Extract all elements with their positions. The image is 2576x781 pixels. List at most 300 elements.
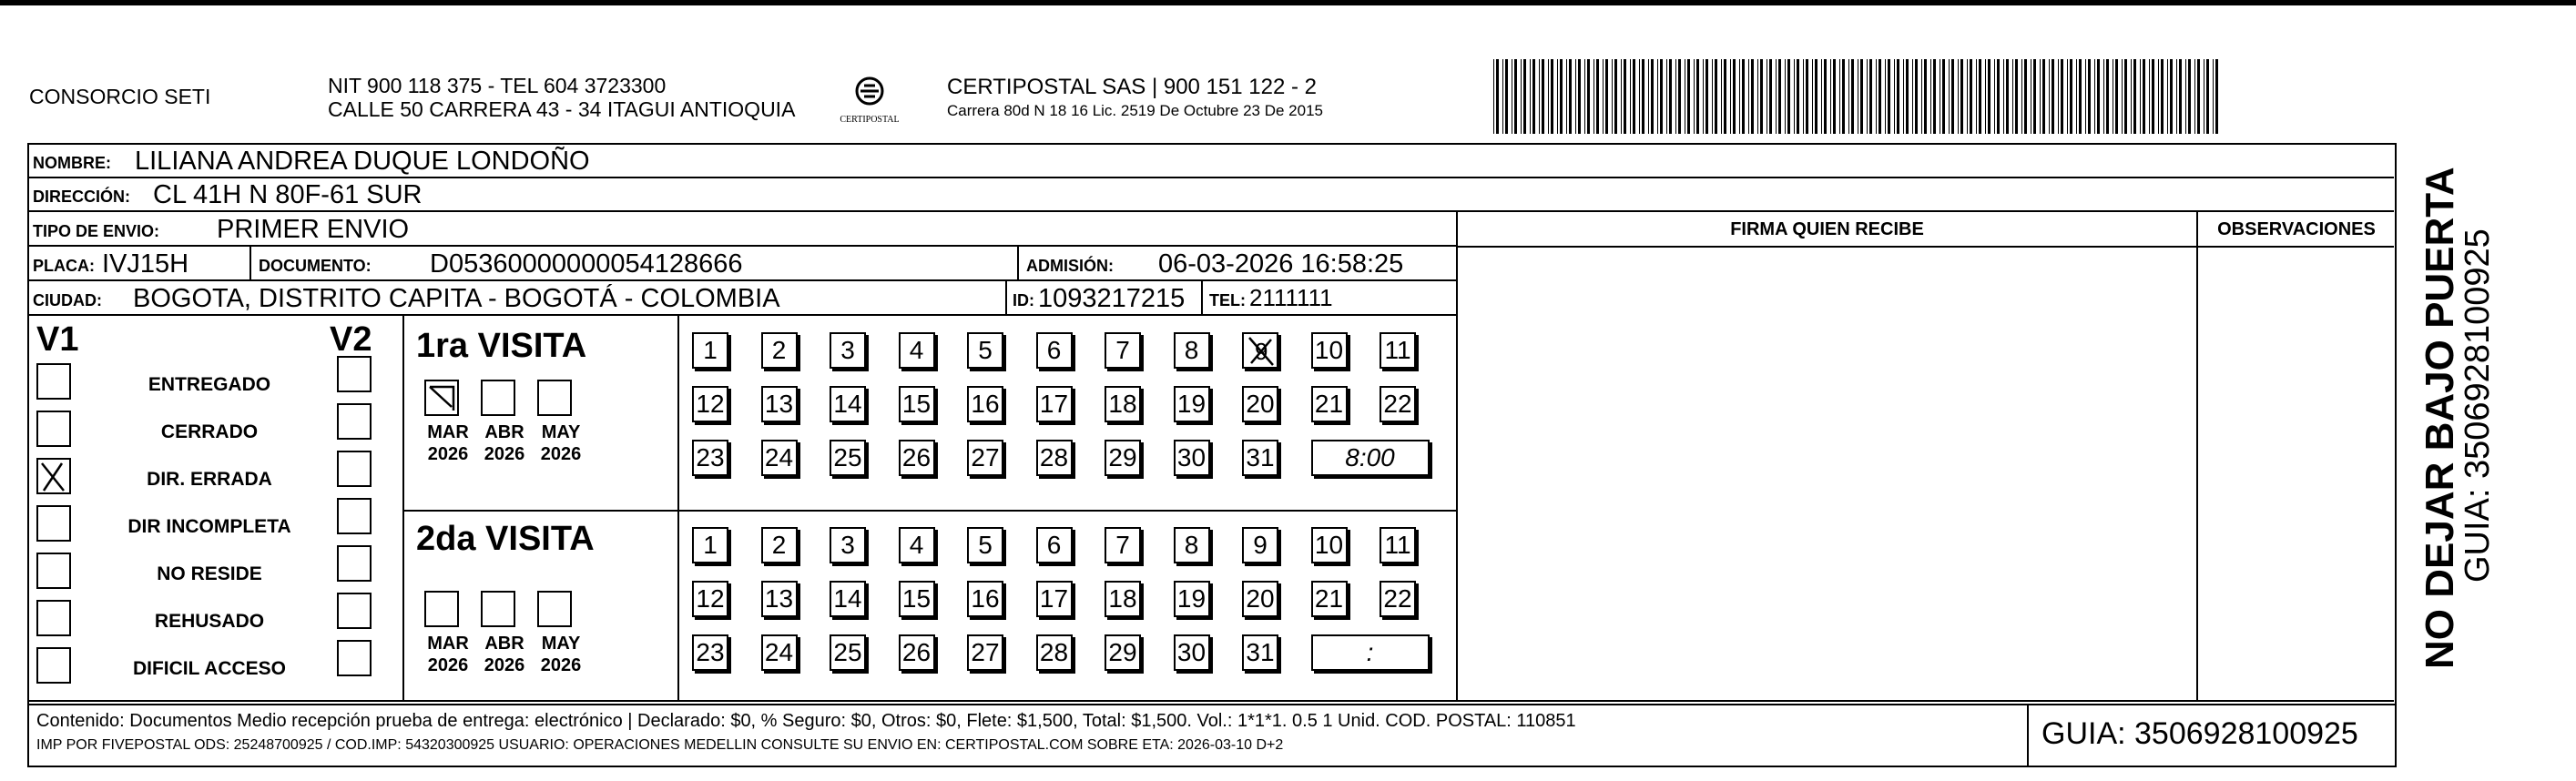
footer-box	[27, 705, 2397, 767]
barcode-bar	[1933, 59, 1936, 134]
barcode-bar	[1979, 59, 1981, 134]
status-label: DIR. ERRADA	[147, 469, 272, 490]
day-box-marked	[1242, 332, 1278, 369]
barcode-bar	[2167, 59, 2168, 134]
month-checkbox[interactable]	[424, 380, 459, 416]
barcode-bar	[1624, 59, 1626, 134]
barcode-bar	[2012, 59, 2013, 134]
day-box: 1	[692, 332, 728, 369]
v2-checkbox[interactable]	[337, 593, 372, 629]
barcode-bar	[1696, 59, 1699, 134]
barcode-bar	[1888, 59, 1890, 134]
barcode-bar	[1997, 59, 2000, 134]
barcode-bar	[2213, 59, 2214, 134]
barcode-bar	[1648, 59, 1649, 134]
barcode-bar	[1678, 59, 1681, 134]
barcode-bar	[2076, 59, 2077, 134]
barcode-bar	[1587, 59, 1590, 134]
barcode-bar	[1949, 59, 1950, 134]
month-year: 2026	[427, 655, 469, 675]
day-box: 1	[692, 527, 728, 563]
day-box: 12	[692, 581, 728, 617]
tipo-value: PRIMER ENVIO	[217, 215, 410, 244]
month-checkbox[interactable]	[481, 380, 515, 416]
barcode-bar	[2206, 59, 2209, 134]
day-box: 24	[761, 440, 798, 476]
day-box: 6	[1036, 332, 1073, 369]
v2-checkbox[interactable]	[337, 403, 372, 440]
id-label: ID:	[1013, 291, 1034, 309]
barcode-bar	[2131, 59, 2132, 134]
day-box: 11	[1380, 332, 1416, 369]
barcode-bar	[2158, 59, 2159, 134]
barcode-bar	[1639, 59, 1640, 134]
barcode-bar	[1912, 59, 1913, 134]
barcode-bar	[1651, 59, 1654, 134]
day-box: 21	[1311, 386, 1348, 422]
day-box: 18	[1105, 581, 1141, 617]
admision-label: ADMISIÓN:	[1026, 257, 1114, 275]
barcode-bar	[2215, 59, 2218, 134]
status-label: DIR INCOMPLETA	[127, 516, 291, 537]
barcode-bar	[2067, 59, 2068, 134]
barcode-bar	[1776, 59, 1777, 134]
barcode-bar	[2040, 59, 2041, 134]
barcode-bar	[1502, 59, 1503, 134]
barcode-bar	[1958, 59, 1959, 134]
side-no-dejar: NO DEJAR BAJO PUERTA	[2418, 167, 2462, 669]
v1-checkbox[interactable]	[36, 411, 71, 447]
day-box: 18	[1105, 386, 1141, 422]
day-box: 14	[830, 386, 866, 422]
barcode-bar	[1785, 59, 1786, 134]
barcode-bar	[2140, 59, 2141, 134]
barcode-bar	[1493, 59, 1494, 134]
v2-checkbox[interactable]	[337, 451, 372, 487]
admision-value: 06-03-2026 16:58:25	[1158, 249, 1404, 279]
barcode-bar	[2103, 59, 2104, 134]
day-box: 7	[1105, 527, 1141, 563]
barcode-bar	[1970, 59, 1972, 134]
day-box: 4	[899, 332, 935, 369]
ciudad-label: CIUDAD:	[33, 291, 102, 309]
day-box: 3	[830, 527, 866, 563]
day-box: 8	[1174, 527, 1210, 563]
barcode-bar	[2115, 59, 2118, 134]
visit-divider-middle	[402, 510, 1456, 512]
barcode-bar	[1614, 59, 1617, 134]
day-box: 22	[1380, 386, 1416, 422]
barcode-bar	[1924, 59, 1927, 134]
day-box: 27	[967, 634, 1003, 671]
barcode-bar	[1505, 59, 1508, 134]
barcode-bar	[1724, 59, 1726, 134]
barcode-bar	[1915, 59, 1918, 134]
day-box: 28	[1036, 440, 1073, 476]
barcode-bar	[2122, 59, 2123, 134]
barcode-bar	[1876, 59, 1877, 134]
barcode-bar	[1578, 59, 1581, 134]
barcode-bar	[2070, 59, 2072, 134]
barcode-bar	[2088, 59, 2091, 134]
barcode-bar	[1812, 59, 1813, 134]
certipostal-line: CERTIPOSTAL SAS | 900 151 122 - 2	[947, 75, 1317, 99]
month-checkbox[interactable]	[537, 591, 572, 627]
barcode-bar	[1605, 59, 1608, 134]
barcode-bar	[1514, 59, 1517, 134]
day-box: 23	[692, 634, 728, 671]
month-label: MAR	[427, 422, 469, 442]
barcode	[1493, 59, 2222, 134]
barcode-bar	[1715, 59, 1717, 134]
documento-value: D05360000000054128666	[430, 249, 743, 279]
top-border	[0, 0, 2576, 5]
month-label: ABR	[484, 634, 524, 654]
barcode-bar	[1760, 59, 1763, 134]
barcode-bar	[1642, 59, 1644, 134]
barcode-bar	[1976, 59, 1977, 134]
month-label: MAY	[541, 634, 581, 654]
day-box: 16	[967, 581, 1003, 617]
day-box: 25	[830, 440, 866, 476]
v2-label: V2	[330, 320, 372, 359]
barcode-bar	[2197, 59, 2200, 134]
barcode-bar	[1930, 59, 1931, 134]
barcode-bar	[2079, 59, 2082, 134]
barcode-bar	[1560, 59, 1563, 134]
barcode-bar	[1657, 59, 1658, 134]
certipostal-logo	[833, 71, 906, 129]
v2-checkbox[interactable]	[337, 498, 372, 534]
barcode-bar	[1787, 59, 1790, 134]
barcode-bar	[1557, 59, 1558, 134]
barcode-bar	[1569, 59, 1572, 134]
placa-row	[29, 247, 1456, 281]
v1-checkbox[interactable]	[36, 505, 71, 542]
divider-firma	[1456, 212, 1458, 700]
barcode-bar	[2094, 59, 2095, 134]
ciudad-row	[29, 281, 1456, 316]
barcode-bar	[1721, 59, 1722, 134]
barcode-bar	[1542, 59, 1544, 134]
tipo-label: TIPO DE ENVIO:	[33, 222, 160, 240]
barcode-bar	[1806, 59, 1808, 134]
barcode-bar	[1496, 59, 1499, 134]
day-box: 20	[1242, 386, 1278, 422]
barcode-bar	[1894, 59, 1895, 134]
day-box: 29	[1105, 634, 1141, 671]
barcode-bar	[1794, 59, 1795, 134]
tel-label: TEL:	[1209, 291, 1246, 309]
barcode-bar	[1551, 59, 1553, 134]
barcode-bar	[1584, 59, 1585, 134]
day-box: 30	[1174, 634, 1210, 671]
barcode-bar	[2021, 59, 2022, 134]
v1-checkbox[interactable]	[36, 458, 71, 494]
barcode-bar	[1988, 59, 1991, 134]
day-box: 24	[761, 634, 798, 671]
barcode-bar	[1666, 59, 1667, 134]
day-box: 4	[899, 527, 935, 563]
day-box: 8	[1174, 332, 1210, 369]
day-box: 17	[1036, 581, 1073, 617]
day-box: 11	[1380, 527, 1416, 563]
barcode-bar	[2042, 59, 2045, 134]
footer-imp: IMP POR FIVEPOSTAL ODS: 25248700925 / COD.IMP: 54320300925 USUARIO: OPERACIONES MEDELLIN CONSULTE SU ENVIO EN: CERTIPOSTAL.COM SOBRE ETA: 2026-03-10 D+2	[36, 737, 1284, 753]
tipo-row	[29, 212, 1456, 247]
barcode-bar	[1593, 59, 1594, 134]
visit-divider-days	[677, 316, 679, 700]
day-box: 26	[899, 440, 935, 476]
barcode-bar	[1660, 59, 1663, 134]
v1-checkbox[interactable]	[36, 363, 71, 400]
month-label: MAY	[541, 422, 581, 442]
month-year: 2026	[427, 444, 469, 464]
day-box: 5	[967, 527, 1003, 563]
nombre-row	[29, 145, 2394, 178]
firma-label: FIRMA QUIEN RECIBE	[1730, 219, 1924, 239]
time-box: :	[1311, 634, 1430, 671]
v1-checkbox[interactable]	[36, 600, 71, 636]
barcode-bar	[1851, 59, 1854, 134]
company-name: CONSORCIO SETI	[29, 85, 211, 108]
barcode-bar	[1633, 59, 1635, 134]
barcode-bar	[2061, 59, 2063, 134]
barcode-bar	[1960, 59, 1963, 134]
barcode-bar	[1842, 59, 1845, 134]
v1-checkbox[interactable]	[36, 647, 71, 684]
day-box: 3	[830, 332, 866, 369]
month-checkbox[interactable]	[537, 380, 572, 416]
barcode-bar	[2143, 59, 2145, 134]
barcode-bar	[2049, 59, 2050, 134]
barcode-bar	[1778, 59, 1781, 134]
day-box: 28	[1036, 634, 1073, 671]
barcode-bar	[1885, 59, 1886, 134]
barcode-bar	[1733, 59, 1736, 134]
barcode-bar	[1921, 59, 1922, 134]
barcode-bar	[1539, 59, 1540, 134]
direccion-value: CL 41H N 80F-61 SUR	[153, 180, 423, 209]
barcode-bar	[2097, 59, 2100, 134]
barcode-bar	[1675, 59, 1676, 134]
logo-text: CERTIPOSTAL	[840, 115, 900, 125]
barcode-bar	[1833, 59, 1836, 134]
barcode-bar	[1694, 59, 1695, 134]
month-checkbox[interactable]	[424, 591, 459, 627]
license-line: Carrera 80d N 18 16 Lic. 2519 De Octubre 23 De 2015	[947, 102, 1323, 119]
barcode-bar	[1839, 59, 1840, 134]
nit-line: NIT 900 118 375 - TEL 604 3723300	[328, 74, 667, 97]
barcode-bar	[2124, 59, 2127, 134]
barcode-bar	[1797, 59, 1799, 134]
barcode-bar	[1705, 59, 1708, 134]
day-box: 6	[1036, 527, 1073, 563]
barcode-bar	[1803, 59, 1804, 134]
barcode-bar	[2006, 59, 2009, 134]
barcode-bar	[2176, 59, 2177, 134]
v2-checkbox[interactable]	[337, 545, 372, 582]
barcode-bar	[1530, 59, 1531, 134]
id-value: 1093217215	[1038, 284, 1186, 313]
month-label: ABR	[484, 422, 524, 442]
barcode-bar	[2058, 59, 2059, 134]
nombre-label: NOMBRE:	[33, 154, 111, 172]
barcode-bar	[2106, 59, 2109, 134]
day-box: 31	[1242, 440, 1278, 476]
barcode-bar	[1742, 59, 1745, 134]
day-box: 12	[692, 386, 728, 422]
barcode-bar	[1815, 59, 1817, 134]
firma-header-line	[1456, 246, 2394, 248]
form-table	[27, 143, 2397, 705]
barcode-bar	[2133, 59, 2136, 134]
barcode-bar	[1824, 59, 1827, 134]
barcode-bar	[1967, 59, 1968, 134]
second-visit-label: 2da VISITA	[416, 520, 595, 558]
barcode-bar	[1942, 59, 1945, 134]
month-year: 2026	[484, 655, 525, 675]
direccion-label: DIRECCIÓN:	[33, 188, 130, 206]
day-box: 19	[1174, 386, 1210, 422]
day-box: 25	[830, 634, 866, 671]
v1-checkbox[interactable]	[36, 553, 71, 589]
divider-obs	[2196, 212, 2198, 700]
barcode-bar	[1897, 59, 1899, 134]
barcode-bar	[2161, 59, 2164, 134]
ciudad-value: BOGOTA, DISTRITO CAPITA - BOGOTÁ - COLOMBIA	[133, 284, 780, 313]
day-box: 15	[899, 386, 935, 422]
status-label: ENTREGADO	[148, 374, 271, 395]
month-checkbox[interactable]	[481, 591, 515, 627]
barcode-bar	[1596, 59, 1599, 134]
day-box: 31	[1242, 634, 1278, 671]
day-box: 27	[967, 440, 1003, 476]
barcode-bar	[2003, 59, 2004, 134]
barcode-bar	[1830, 59, 1831, 134]
day-box: 2	[761, 527, 798, 563]
barcode-bar	[1951, 59, 1954, 134]
footer-guia: GUIA: 3506928100925	[2041, 716, 2358, 751]
tel-value: 2111111	[1249, 284, 1333, 311]
day-box: 15	[899, 581, 935, 617]
day-box: 26	[899, 634, 935, 671]
observaciones-label: OBSERVACIONES	[2217, 219, 2376, 239]
placa-value: IVJ15H	[102, 249, 189, 279]
barcode-bar	[2179, 59, 2182, 134]
side-guia: GUIA: 3506928100925	[2459, 228, 2497, 583]
barcode-bar	[2149, 59, 2150, 134]
barcode-bar	[1687, 59, 1690, 134]
first-visit-label: 1ra VISITA	[416, 327, 587, 365]
day-box: 29	[1105, 440, 1141, 476]
barcode-bar	[1703, 59, 1704, 134]
barcode-bar	[1985, 59, 1986, 134]
status-label: NO RESIDE	[157, 563, 262, 584]
barcode-bar	[1712, 59, 1713, 134]
day-box: 9	[1242, 527, 1278, 563]
barcode-bar	[1521, 59, 1522, 134]
barcode-bar	[1748, 59, 1749, 134]
barcode-bar	[1860, 59, 1863, 134]
day-box: 19	[1174, 581, 1210, 617]
barcode-bar	[1532, 59, 1535, 134]
status-label: DIFICIL ACCESO	[132, 658, 286, 679]
barcode-bar	[2185, 59, 2186, 134]
day-box: 22	[1380, 581, 1416, 617]
month-year: 2026	[540, 444, 582, 464]
status-label: CERRADO	[160, 421, 259, 442]
barcode-bar	[1994, 59, 1995, 134]
barcode-bar	[1730, 59, 1731, 134]
barcode-bar	[1879, 59, 1881, 134]
barcode-bar	[1906, 59, 1909, 134]
month-label: MAR	[427, 634, 469, 654]
day-box: 7	[1105, 332, 1141, 369]
barcode-bar	[1769, 59, 1772, 134]
month-year: 2026	[484, 444, 525, 464]
documento-label: DOCUMENTO:	[259, 257, 372, 275]
barcode-bar	[2015, 59, 2018, 134]
day-box: 13	[761, 581, 798, 617]
visit-divider-left	[402, 316, 404, 700]
time-box: 8:00	[1311, 440, 1430, 476]
barcode-bar	[2188, 59, 2191, 134]
barcode-bar	[1757, 59, 1758, 134]
v1-label: V1	[36, 320, 79, 359]
day-box: 10	[1311, 332, 1348, 369]
day-box: 16	[967, 386, 1003, 422]
barcode-bar	[2085, 59, 2086, 134]
address-line: CALLE 50 CARRERA 43 - 34 ITAGUI ANTIOQUIA	[328, 97, 796, 121]
day-box: 30	[1174, 440, 1210, 476]
barcode-bar	[2052, 59, 2054, 134]
day-box: 5	[967, 332, 1003, 369]
barcode-bar	[1669, 59, 1672, 134]
barcode-bar	[1621, 59, 1622, 134]
barcode-bar	[1548, 59, 1549, 134]
month-year: 2026	[540, 655, 582, 675]
barcode-bar	[2024, 59, 2027, 134]
barcode-bar	[1869, 59, 1872, 134]
barcode-bar	[1903, 59, 1904, 134]
barcode-bar	[1751, 59, 1754, 134]
placa-label: PLACA:	[33, 257, 95, 275]
barcode-bar	[1612, 59, 1613, 134]
v2-checkbox[interactable]	[337, 356, 372, 392]
status-label: REHUSADO	[154, 611, 265, 632]
v2-checkbox[interactable]	[337, 640, 372, 676]
barcode-bar	[2170, 59, 2173, 134]
barcode-bar	[1848, 59, 1849, 134]
barcode-bar	[1523, 59, 1526, 134]
barcode-bar	[1867, 59, 1868, 134]
nombre-value: LILIANA ANDREA DUQUE LONDOÑO	[135, 147, 590, 176]
barcode-bar	[1566, 59, 1567, 134]
barcode-bar	[1630, 59, 1631, 134]
day-box: 13	[761, 386, 798, 422]
day-box: 10	[1311, 527, 1348, 563]
svg-text:9: 9	[1255, 338, 1268, 365]
footer-contenido: Contenido: Documentos Medio recepción prueba de entrega: electrónico | Declarado: $0, % Seguro: $0, Otros: $0, Flete: $1,500, Total: $1,500. Vol.: 1*1*1. 0.5 1 Unid. COD. POSTAL: 110851	[36, 711, 1576, 731]
barcode-bar	[2152, 59, 2154, 134]
day-box: 14	[830, 581, 866, 617]
barcode-bar	[2194, 59, 2195, 134]
barcode-bar	[1575, 59, 1576, 134]
day-box: 2	[761, 332, 798, 369]
barcode-bar	[1821, 59, 1822, 134]
barcode-bar	[1739, 59, 1740, 134]
